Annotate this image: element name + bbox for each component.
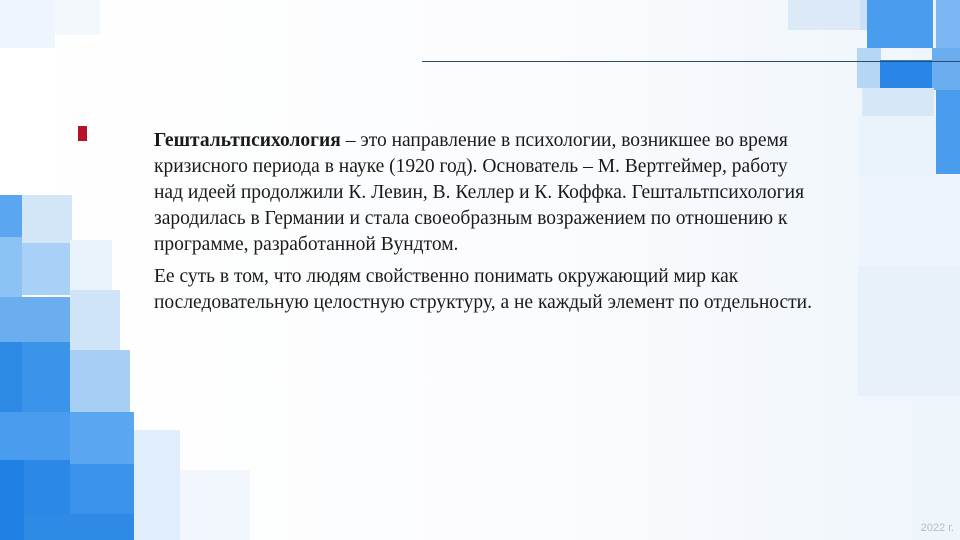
deco-square bbox=[788, 0, 860, 30]
deco-square bbox=[0, 412, 70, 460]
bullet-marker bbox=[78, 126, 87, 141]
deco-square bbox=[70, 290, 120, 350]
deco-square bbox=[55, 0, 100, 35]
deco-square bbox=[134, 430, 180, 540]
paragraph-definition bbox=[154, 128, 814, 258]
deco-square bbox=[0, 237, 22, 297]
deco-square bbox=[858, 176, 960, 266]
deco-square bbox=[858, 266, 960, 396]
deco-square bbox=[857, 48, 881, 88]
definition-text: – это направление в психологии, возникшее во время кризисного периода в науке (1920 год). Основатель – М. Вертгеймер, работу над идеей продолжили К. Левин, В. Келлер и К. Коффка. Гештальтпсихология зародилась в Германии и стала своеобразным возражением по отношению к программе, разработанной Вундтом. bbox=[154, 130, 805, 255]
deco-square bbox=[24, 514, 134, 540]
deco-square bbox=[70, 240, 112, 290]
deco-square bbox=[0, 297, 70, 342]
term-bold: Гештальтпсихология bbox=[154, 130, 341, 151]
deco-square bbox=[24, 460, 70, 514]
slide-footer-year: 2022 г. bbox=[920, 522, 954, 534]
deco-square bbox=[70, 464, 134, 514]
paragraph-essence: Ее суть в том, что людям свойственно понимать окружающий мир как последовательную целостную структуру, а не каждый элемент по отдельности. bbox=[154, 266, 812, 313]
deco-square bbox=[858, 116, 936, 176]
deco-square bbox=[936, 90, 960, 174]
deco-square bbox=[936, 0, 960, 48]
deco-square bbox=[70, 412, 134, 464]
deco-square bbox=[932, 48, 960, 90]
deco-square bbox=[180, 470, 250, 540]
deco-square bbox=[22, 342, 70, 412]
deco-square bbox=[22, 243, 70, 295]
slide-body-text bbox=[154, 128, 814, 322]
deco-square bbox=[70, 350, 130, 412]
deco-square bbox=[867, 0, 933, 48]
deco-square bbox=[0, 195, 22, 237]
deco-square bbox=[0, 460, 24, 540]
deco-square bbox=[0, 0, 55, 48]
title-underline bbox=[422, 61, 960, 62]
deco-square bbox=[22, 195, 72, 243]
deco-square bbox=[0, 342, 22, 412]
deco-square bbox=[862, 88, 934, 116]
deco-square bbox=[880, 60, 932, 90]
